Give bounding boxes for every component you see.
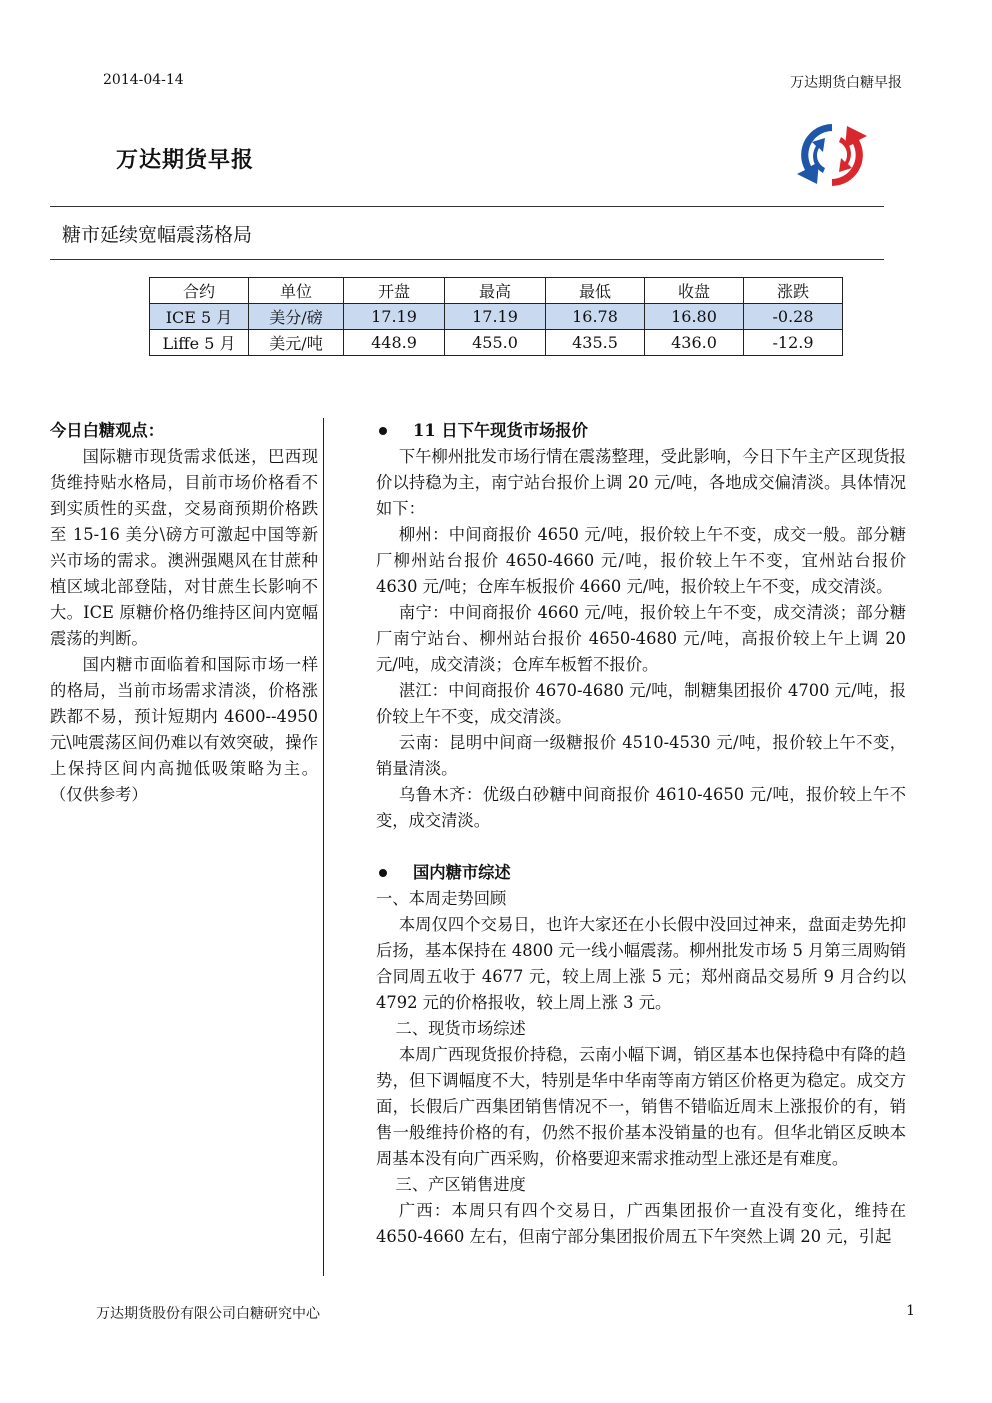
table-header-cell: 单位 bbox=[249, 278, 344, 304]
section-paragraph: 云南：昆明中间商一级糖报价 4510-4530 元/吨，报价较上午不变，销量清淡。 bbox=[376, 733, 906, 778]
section-paragraph: 湛江：中间商报价 4670-4680 元/吨，制糖集团报价 4700 元/吨，报价较上午不变，成交清淡。 bbox=[376, 681, 906, 726]
sugar-view-paragraph: 国际糖市现货需求低迷，巴西现货维持贴水格局，目前市场价格看不到实质性的买盘，交易商预期价格跌至 15-16 美分\磅方可激起中国等新兴市场的需求。澳洲强飓风在甘蔗种植区域北部登陆，对甘蔗生长影响不大。ICE 原糖价格仍维持区间内宽幅震荡的判断。 bbox=[50, 447, 318, 648]
quote-table bbox=[149, 277, 843, 356]
footer-company: 万达期货股份有限公司白糖研究中心 bbox=[96, 1306, 320, 1322]
section-paragraph: 南宁：中间商报价 4660 元/吨，报价较上午不变，成交清淡；部分糖厂南宁站台、柳州站台报价 4650-4680 元/吨，高报价较上午上调 20 元/吨，成交清淡；仓库车板暂不报价。 bbox=[376, 603, 906, 674]
table-header-cell: 开盘 bbox=[344, 278, 445, 304]
table-cell: 美分/磅 bbox=[249, 304, 344, 330]
table-header-cell: 涨跌 bbox=[744, 278, 843, 304]
table-row bbox=[150, 330, 843, 356]
section-heading bbox=[376, 418, 906, 444]
table-cell: 455.0 bbox=[445, 330, 546, 356]
subtitle-rule bbox=[50, 259, 884, 260]
page-number: 1 bbox=[906, 1303, 915, 1319]
column-divider bbox=[323, 418, 324, 1276]
table-header-cell: 最低 bbox=[546, 278, 645, 304]
table-cell: 17.19 bbox=[445, 304, 546, 330]
table-cell: ICE 5 月 bbox=[150, 304, 249, 330]
section-paragraph: 本周仅四个交易日，也许大家还在小长假中没回过神来，盘面走势先抑后扬，基本保持在 4800 元一线小幅震荡。柳州批发市场 5 月第三周购销合同周五收于 4677 元，较上周上涨 5 元；郑州商品交易所 9 月合约以 4792 元的价格报收，较上周上涨 3 元。 bbox=[376, 915, 906, 1012]
table-header-cell: 收盘 bbox=[645, 278, 744, 304]
table-cell: 16.78 bbox=[546, 304, 645, 330]
table-cell: 448.9 bbox=[344, 330, 445, 356]
section-heading bbox=[376, 860, 906, 886]
subsection-heading: 一、本周走势回顾 bbox=[376, 889, 507, 908]
section-paragraph: 柳州：中间商报价 4650 元/吨，报价较上午不变，成交一般。部分糖厂柳州站台报价 4650-4660 元/吨，报价较上午不变，宜州站台报价 4630 元/吨；仓库车板报价 4660 元/吨，报价较上午不变，成交清淡。 bbox=[376, 525, 906, 596]
table-cell: 17.19 bbox=[344, 304, 445, 330]
section-heading-text: 国内糖市综述 bbox=[413, 863, 511, 882]
table-cell: -0.28 bbox=[744, 304, 843, 330]
table-row bbox=[150, 304, 843, 330]
table-header-cell: 合约 bbox=[150, 278, 249, 304]
table-cell: 美元/吨 bbox=[249, 330, 344, 356]
table-cell: Liffe 5 月 bbox=[150, 330, 249, 356]
report-subtitle: 糖市延续宽幅震荡格局 bbox=[62, 224, 253, 246]
header-rule bbox=[50, 206, 884, 207]
table-cell: 436.0 bbox=[645, 330, 744, 356]
bullet-icon bbox=[379, 869, 387, 877]
wanda-logo-icon bbox=[795, 118, 869, 192]
section-paragraph: 下午柳州批发市场行情在震荡整理，受此影响，今日下午主产区现货报价以持稳为主，南宁站台报价上调 20 元/吨，各地成交偏清淡。具体情况如下： bbox=[376, 447, 906, 518]
market-column bbox=[376, 418, 906, 1250]
subsection-heading: 三、产区销售进度 bbox=[395, 1175, 526, 1194]
sugar-view-heading: 今日白糖观点： bbox=[50, 421, 164, 440]
section-paragraph: 本周广西现货报价持稳，云南小幅下调，销区基本也保持稳中有降的趋势，但下调幅度不大，特别是华中华南等南方销区价格更为稳定。成交方面，长假后广西集团销售情况不一，销售不错临近周末上涨报价的有，销售一般维持价格的有，仍然不报价基本没销量的也有。但华北销区反映本周基本没有向广西采购，价格要迎来需求推动型上涨还是有难度。 bbox=[376, 1045, 906, 1168]
section-heading-text: 11 日下午现货市场报价 bbox=[413, 421, 588, 440]
sugar-view-paragraph: 国内糖市面临着和国际市场一样的格局，当前市场需求清淡，价格涨跌都不易，预计短期内 4600--4950 元\吨震荡区间仍难以有效突破，操作上保持区间内高抛低吸策略为主。（仅供参考） bbox=[50, 655, 318, 804]
report-date: 2014-04-14 bbox=[103, 72, 184, 88]
section-paragraph: 乌鲁木齐：优级白砂糖中间商报价 4610-4650 元/吨，报价较上午不变，成交清淡。 bbox=[376, 785, 906, 830]
table-header-cell: 最高 bbox=[445, 278, 546, 304]
page-title: 万达期货早报 bbox=[116, 147, 255, 173]
bullet-icon bbox=[379, 427, 387, 435]
section-paragraph: 广西：本周只有四个交易日，广西集团报价一直没有变化，维持在 4650-4660 左右，但南宁部分集团报价周五下午突然上调 20 元，引起 bbox=[376, 1201, 906, 1246]
table-cell: -12.9 bbox=[744, 330, 843, 356]
report-name: 万达期货白糖早报 bbox=[790, 75, 902, 91]
sugar-view-column bbox=[50, 418, 318, 808]
table-cell: 435.5 bbox=[546, 330, 645, 356]
section-gap bbox=[376, 834, 906, 860]
table-header-row bbox=[150, 278, 843, 304]
table-cell: 16.80 bbox=[645, 304, 744, 330]
subsection-heading: 二、现货市场综述 bbox=[395, 1019, 526, 1038]
